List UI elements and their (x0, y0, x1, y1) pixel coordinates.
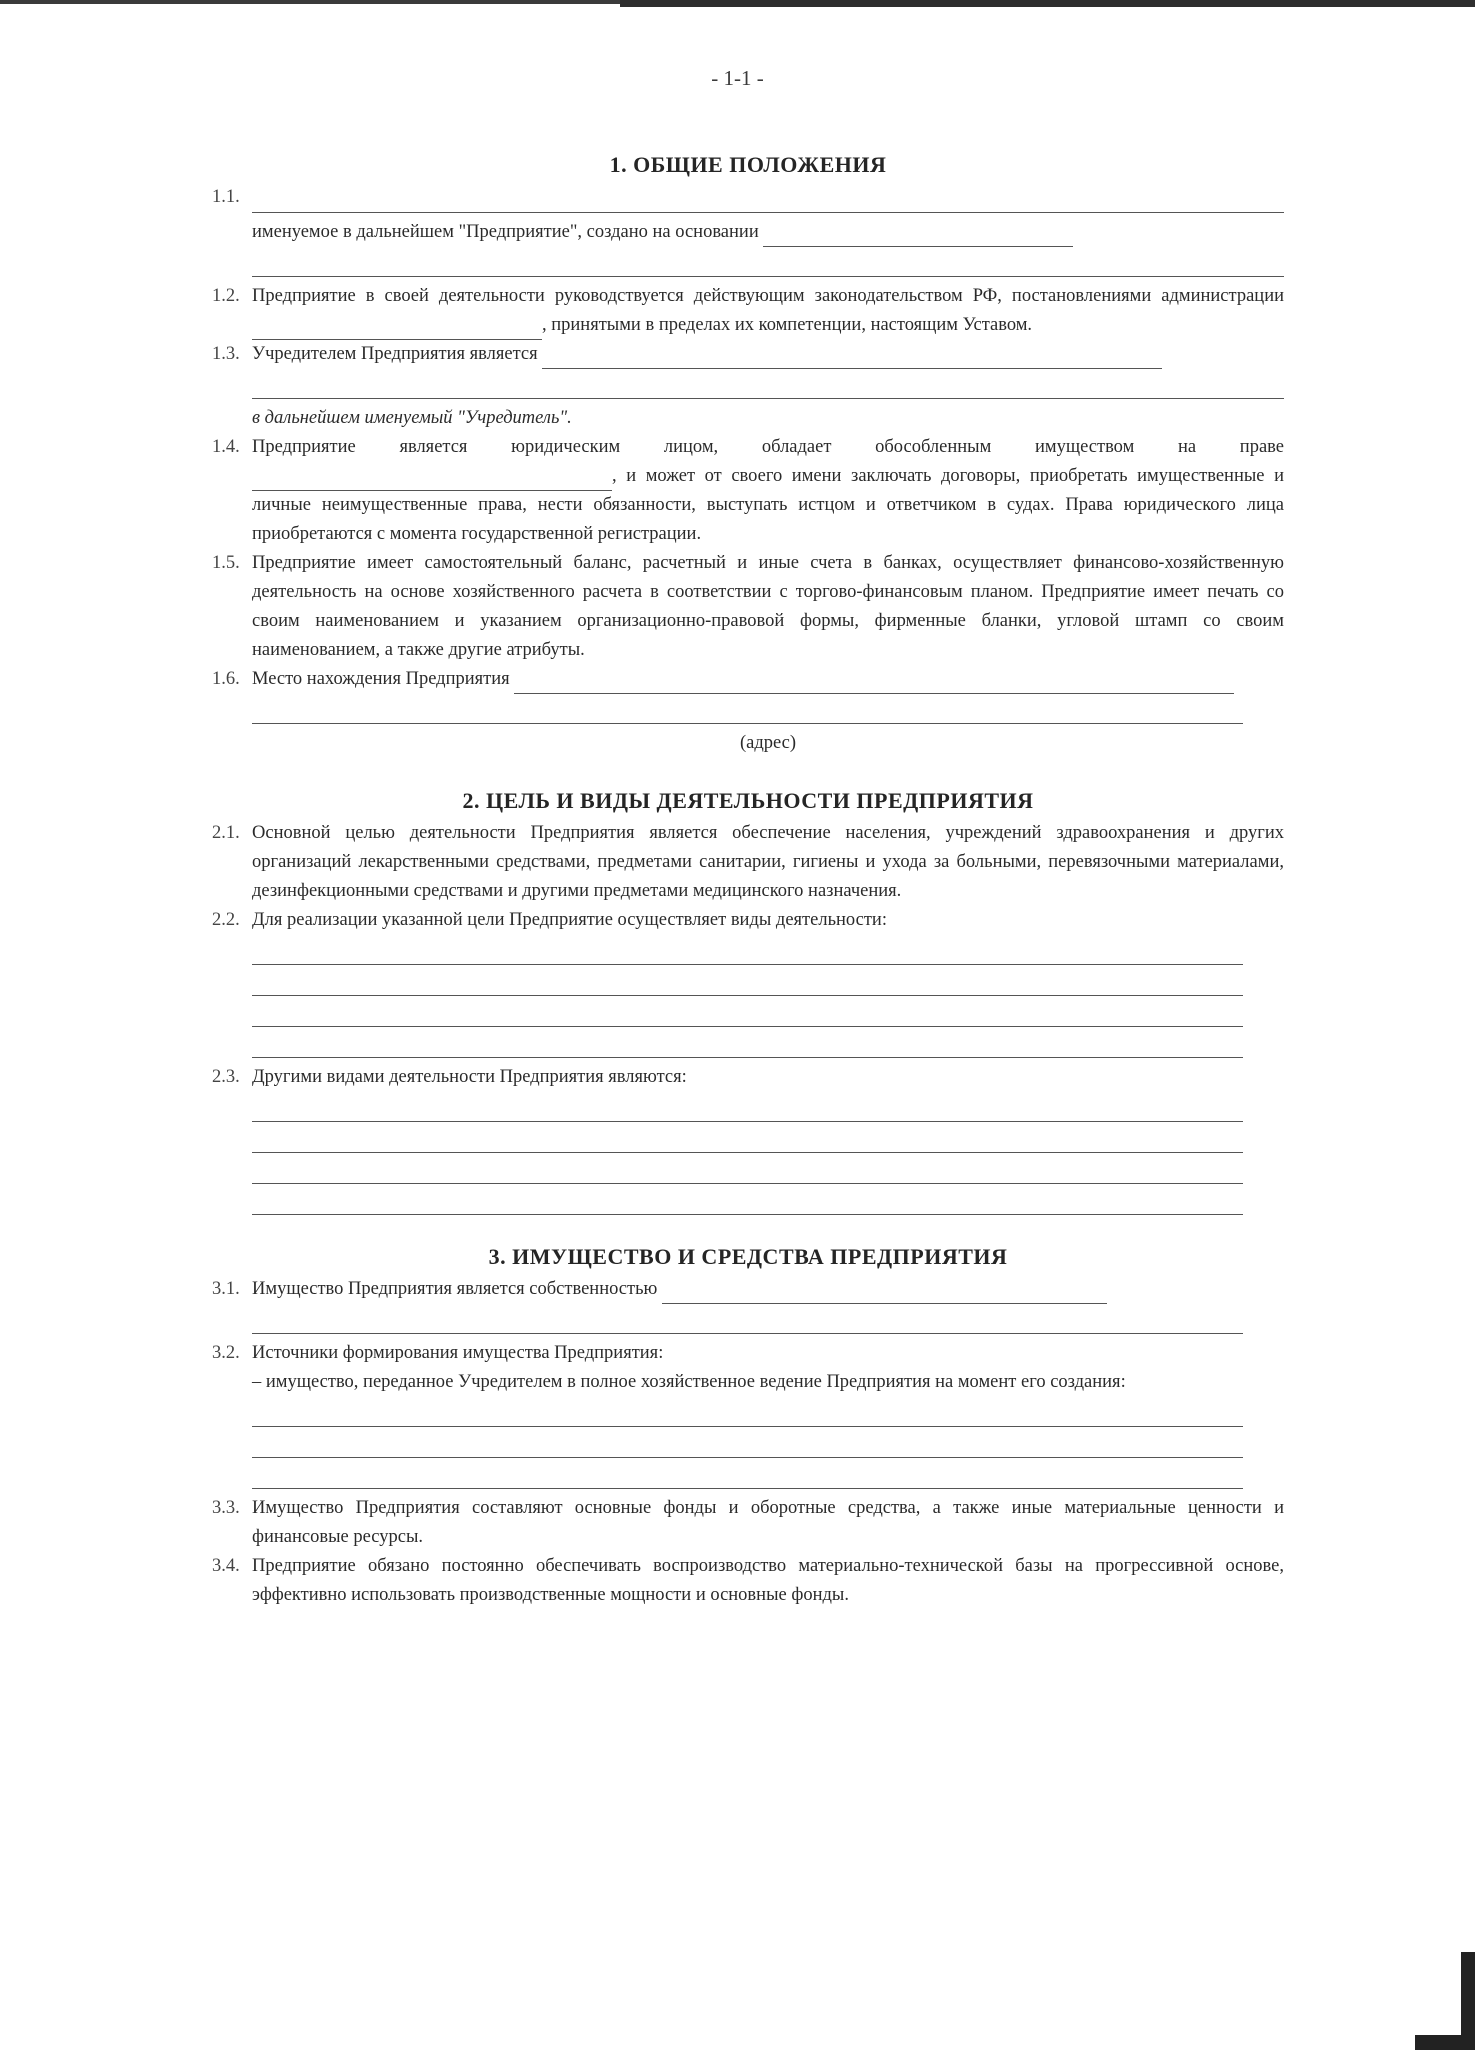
clause-number: 2.3. (212, 1067, 240, 1087)
blank-line (252, 319, 542, 340)
blank-line (252, 970, 1243, 996)
clause-1-2 (212, 282, 1284, 340)
clause-number: 3.1. (212, 1279, 240, 1299)
clause-text-cont: , принятыми в пределах их компетенции, настоящим Уставом. (542, 315, 1033, 335)
blank-line (252, 1463, 1243, 1489)
clause-number: 3.3. (212, 1498, 240, 1518)
blank-line (252, 1127, 1243, 1153)
address-caption: (адрес) (739, 733, 797, 753)
scan-edge-top-dark (620, 0, 1475, 7)
clause-subitem: – имущество, переданное Учредителем в полное хозяйственное ведение Предприятия на момент его создания: (252, 1372, 1126, 1392)
clause-text: Имущество Предприятия составляют основные фонды и оборотные средства, а также иные материальные ценности и финансовые ресурсы. (252, 1498, 1284, 1547)
scan-edge-bottom (1415, 2035, 1475, 2050)
blank-line (252, 1096, 1243, 1122)
clause-text: Для реализации указанной цели Предприятие осуществляет виды деятельности: (252, 910, 887, 930)
clause-number: 2.2. (212, 910, 240, 930)
section-title: 2. ЦЕЛЬ И ВИДЫ ДЕЯТЕЛЬНОСТИ ПРЕДПРИЯТИЯ (462, 788, 1034, 813)
clause-text: именуемое в дальнейшем "Предприятие", создано на основании (252, 222, 759, 242)
clause-text: Имущество Предприятия является собственностью (252, 1279, 658, 1299)
clause-number: 1.5. (212, 553, 240, 573)
blank-line (252, 187, 1284, 213)
clause-text: Основной целью деятельности Предприятия является обеспечение населения, учреждений здравоохранения и других организаций лекарственными средствами, предметами санитарии, гигиены и ухода за больными, перевязочными материалами, дезинфекционными средствами и другими предметами медицинского назначения. (252, 823, 1284, 901)
clause-1-4 (212, 433, 1284, 549)
clause-text-cont: в дальнейшем именуемый "Учредитель". (252, 408, 572, 428)
section-activities (212, 786, 1284, 1220)
clause-text: Другими видами деятельности Предприятия являются: (252, 1067, 687, 1087)
clause-3-1 (212, 1275, 1284, 1339)
blank-line (763, 226, 1073, 247)
clause-1-3 (212, 340, 1284, 433)
section-property (212, 1242, 1284, 1610)
blank-line (252, 939, 1243, 965)
clause-number: 1.3. (212, 344, 240, 364)
clause-3-2 (212, 1339, 1284, 1494)
clause-2-1 (212, 819, 1284, 906)
clause-number: 2.1. (212, 823, 240, 843)
clause-text: Место нахождения Предприятия (252, 669, 510, 689)
clause-1-5 (212, 549, 1284, 665)
blank-line (252, 698, 1243, 724)
blank-line (252, 470, 612, 491)
blank-line (252, 1001, 1243, 1027)
clause-text: Предприятие является юридическим лицом, обладает обособленным имуществом на праве (252, 437, 1284, 457)
clause-3-4 (212, 1552, 1284, 1610)
clause-text: Предприятие обязано постоянно обеспечивать воспроизводство материально-технической базы на прогрессивной основе, эффективно использовать производственные мощности и основные фонды. (252, 1556, 1284, 1605)
clause-text: Учредителем Предприятия является (252, 344, 538, 364)
blank-line (252, 1032, 1243, 1058)
clause-number: 3.4. (212, 1556, 240, 1576)
section-general (212, 150, 1284, 764)
clause-number: 1.6. (212, 669, 240, 689)
blank-line (662, 1283, 1107, 1304)
clause-1-1 (212, 183, 1284, 282)
blank-line (542, 348, 1162, 369)
clause-1-6 (212, 665, 1284, 764)
clause-3-3 (212, 1494, 1284, 1552)
blank-line (252, 251, 1284, 277)
clause-text: Предприятие в своей деятельности руководствуется действующим законодательством РФ, постановлениями администрации (252, 286, 1284, 306)
clause-text-cont: , и может от своего имени заключать договоры, приобретать имущественные и личные неимущественные права, нести обязанности, выступать истцом и ответчиком в судах. Права юридического лица приобретаются с момента государственной регистрации. (252, 466, 1284, 544)
blank-line (252, 1158, 1243, 1184)
clause-number: 1.1. (212, 187, 240, 207)
clause-2-3 (212, 1063, 1284, 1220)
clause-number: 1.4. (212, 437, 240, 457)
clause-number: 3.2. (212, 1343, 240, 1363)
blank-line (252, 1401, 1243, 1427)
blank-line (252, 1189, 1243, 1215)
clause-number: 1.2. (212, 286, 240, 306)
blank-line (252, 1432, 1243, 1458)
clause-2-2 (212, 906, 1284, 1063)
section-title: 1. ОБЩИЕ ПОЛОЖЕНИЯ (609, 152, 887, 177)
clause-text: Предприятие имеет самостоятельный баланс, расчетный и иные счета в банках, осуществляет финансово-хозяйственную деятельность на основе хозяйственного расчета в соответствии с торгово-финансовым планом. Предприятие имеет печать со своим наименованием и указанием организационно-правовой формы, фирменные бланки, угловой штамп со своим наименованием, а также другие атрибуты. (252, 553, 1284, 660)
page-number: - 1-1 - (711, 66, 764, 90)
blank-line (252, 1308, 1243, 1334)
clause-text: Источники формирования имущества Предприятия: (252, 1343, 664, 1363)
blank-line (514, 673, 1234, 694)
section-title: 3. ИМУЩЕСТВО И СРЕДСТВА ПРЕДПРИЯТИЯ (488, 1244, 1008, 1269)
document-body (212, 150, 1284, 1632)
blank-line (252, 373, 1284, 399)
